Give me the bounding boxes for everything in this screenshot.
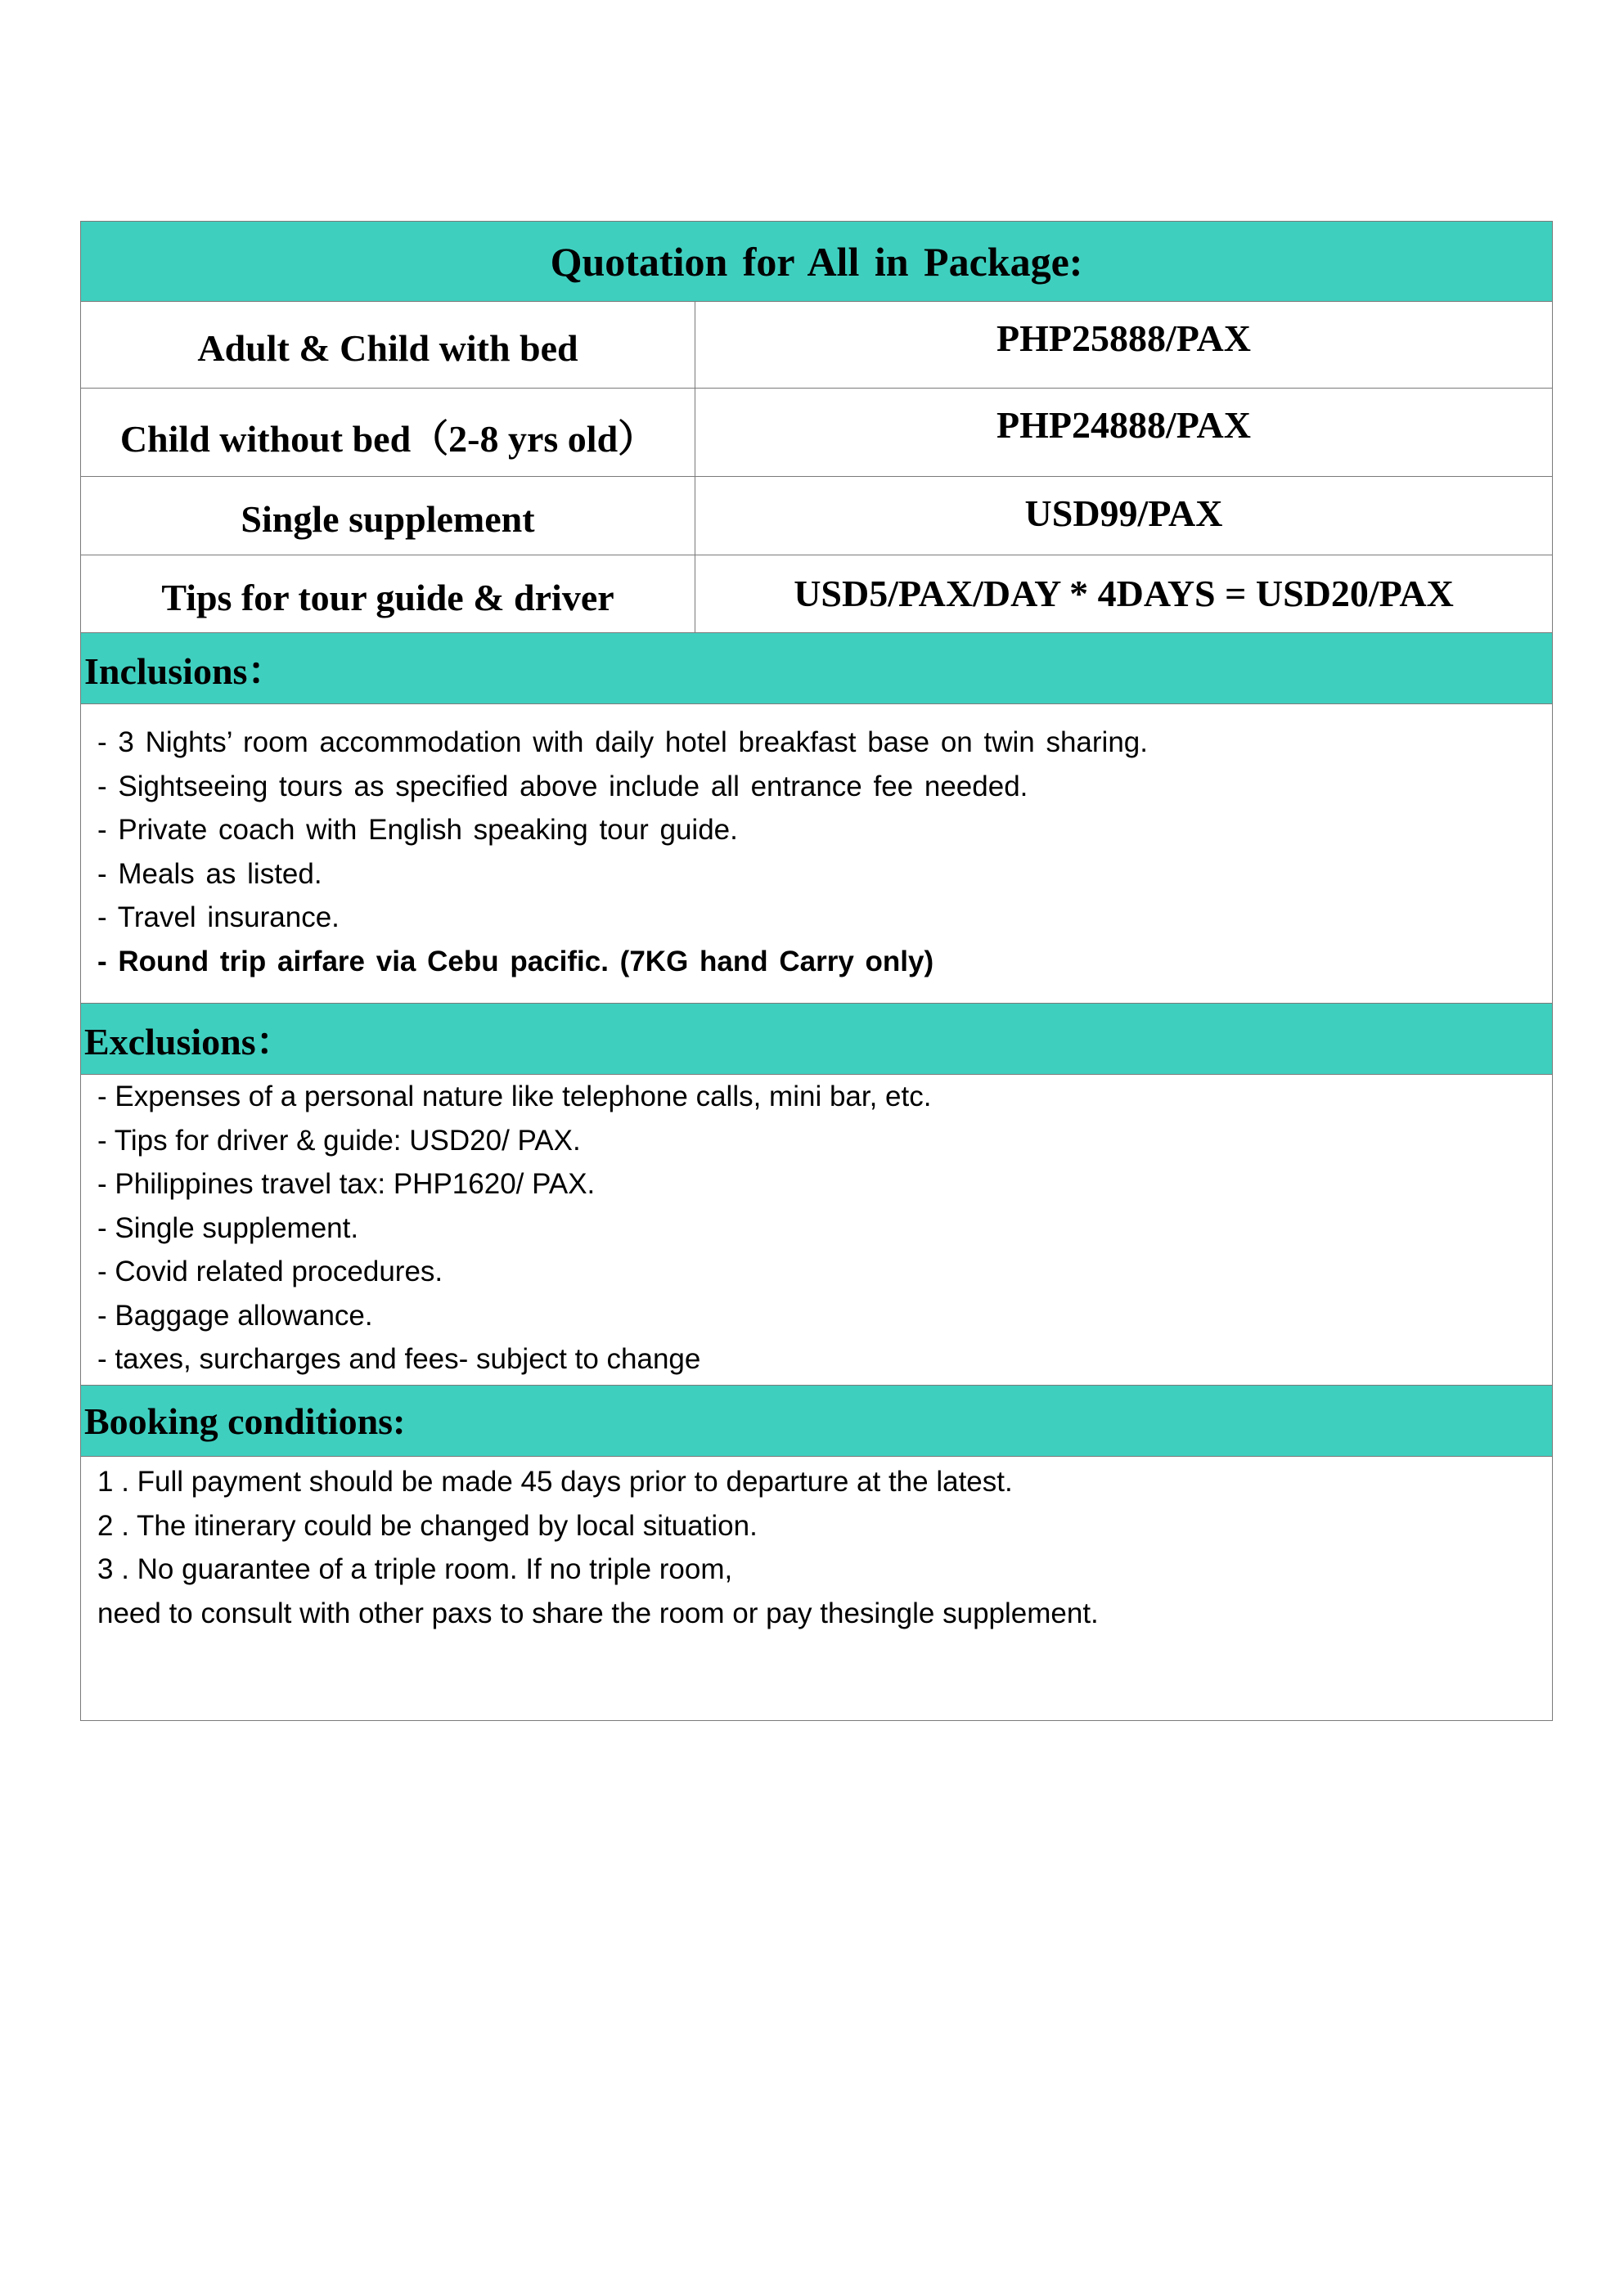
exclusion-item: - Tips for driver & guide: USD20/ PAX. xyxy=(97,1124,581,1157)
exclusion-item: - taxes, surcharges and fees- subject to change xyxy=(97,1343,701,1375)
inclusion-item: - Sightseeing tours as specified above include all entrance fee needed. xyxy=(97,770,1028,802)
inclusion-item: - Meals as listed. xyxy=(97,857,322,890)
booking-item: 2 . The itinerary could be changed by local situation. xyxy=(97,1509,758,1542)
inclusion-item: - 3 Nights’ room accommodation with daily hotel breakfast base on twin sharing. xyxy=(97,726,1148,758)
inclusions-heading: Inclusions： xyxy=(81,633,1552,704)
booking-conditions-list xyxy=(81,1457,1552,1720)
price-label: Tips for tour guide & driver xyxy=(81,555,695,632)
exclusions-list xyxy=(81,1075,1552,1386)
price-value: USD5/PAX/DAY * 4DAYS = USD20/PAX xyxy=(794,573,1454,614)
exclusion-item: - Baggage allowance. xyxy=(97,1299,373,1332)
inclusions-list xyxy=(81,704,1552,1004)
price-label: Adult & Child with bed xyxy=(81,302,695,388)
price-value: PHP24888/PAX xyxy=(996,404,1251,446)
exclusion-item: - Covid related procedures. xyxy=(97,1256,443,1287)
exclusion-item: - Single supplement. xyxy=(97,1211,359,1244)
price-label: Child without bed（2-8 yrs old） xyxy=(81,389,695,476)
price-row-child-no-bed xyxy=(81,389,1552,477)
booking-item: 3 . No guarantee of a triple room. If no triple room, xyxy=(97,1553,733,1585)
quotation-table xyxy=(80,221,1553,1721)
price-value: PHP25888/PAX xyxy=(996,317,1251,359)
quotation-title: Quotation for All in Package: xyxy=(81,222,1552,302)
price-row-adult xyxy=(81,302,1552,389)
exclusion-item: - Expenses of a personal nature like telephone calls, mini bar, etc. xyxy=(97,1081,932,1112)
exclusion-item: - Philippines travel tax: PHP1620/ PAX. xyxy=(97,1168,596,1200)
inclusion-item: - Travel insurance. xyxy=(97,901,340,933)
price-row-single-supplement xyxy=(81,477,1552,555)
booking-item: 1 . Full payment should be made 45 days prior to departure at the latest. xyxy=(97,1466,1013,1498)
price-value: USD99/PAX xyxy=(1024,492,1223,534)
inclusion-item-airfare: - Round trip airfare via Cebu pacific. (7KG hand Carry only) xyxy=(97,945,934,977)
price-row-tips xyxy=(81,555,1552,633)
booking-item: need to consult with other paxs to share the room or pay thesingle supplement. xyxy=(97,1597,1099,1629)
exclusions-heading: Exclusions： xyxy=(81,1004,1552,1075)
price-label: Single supplement xyxy=(81,477,695,555)
booking-heading: Booking conditions: xyxy=(81,1386,1552,1457)
inclusion-item: - Private coach with English speaking tour guide. xyxy=(97,814,738,846)
